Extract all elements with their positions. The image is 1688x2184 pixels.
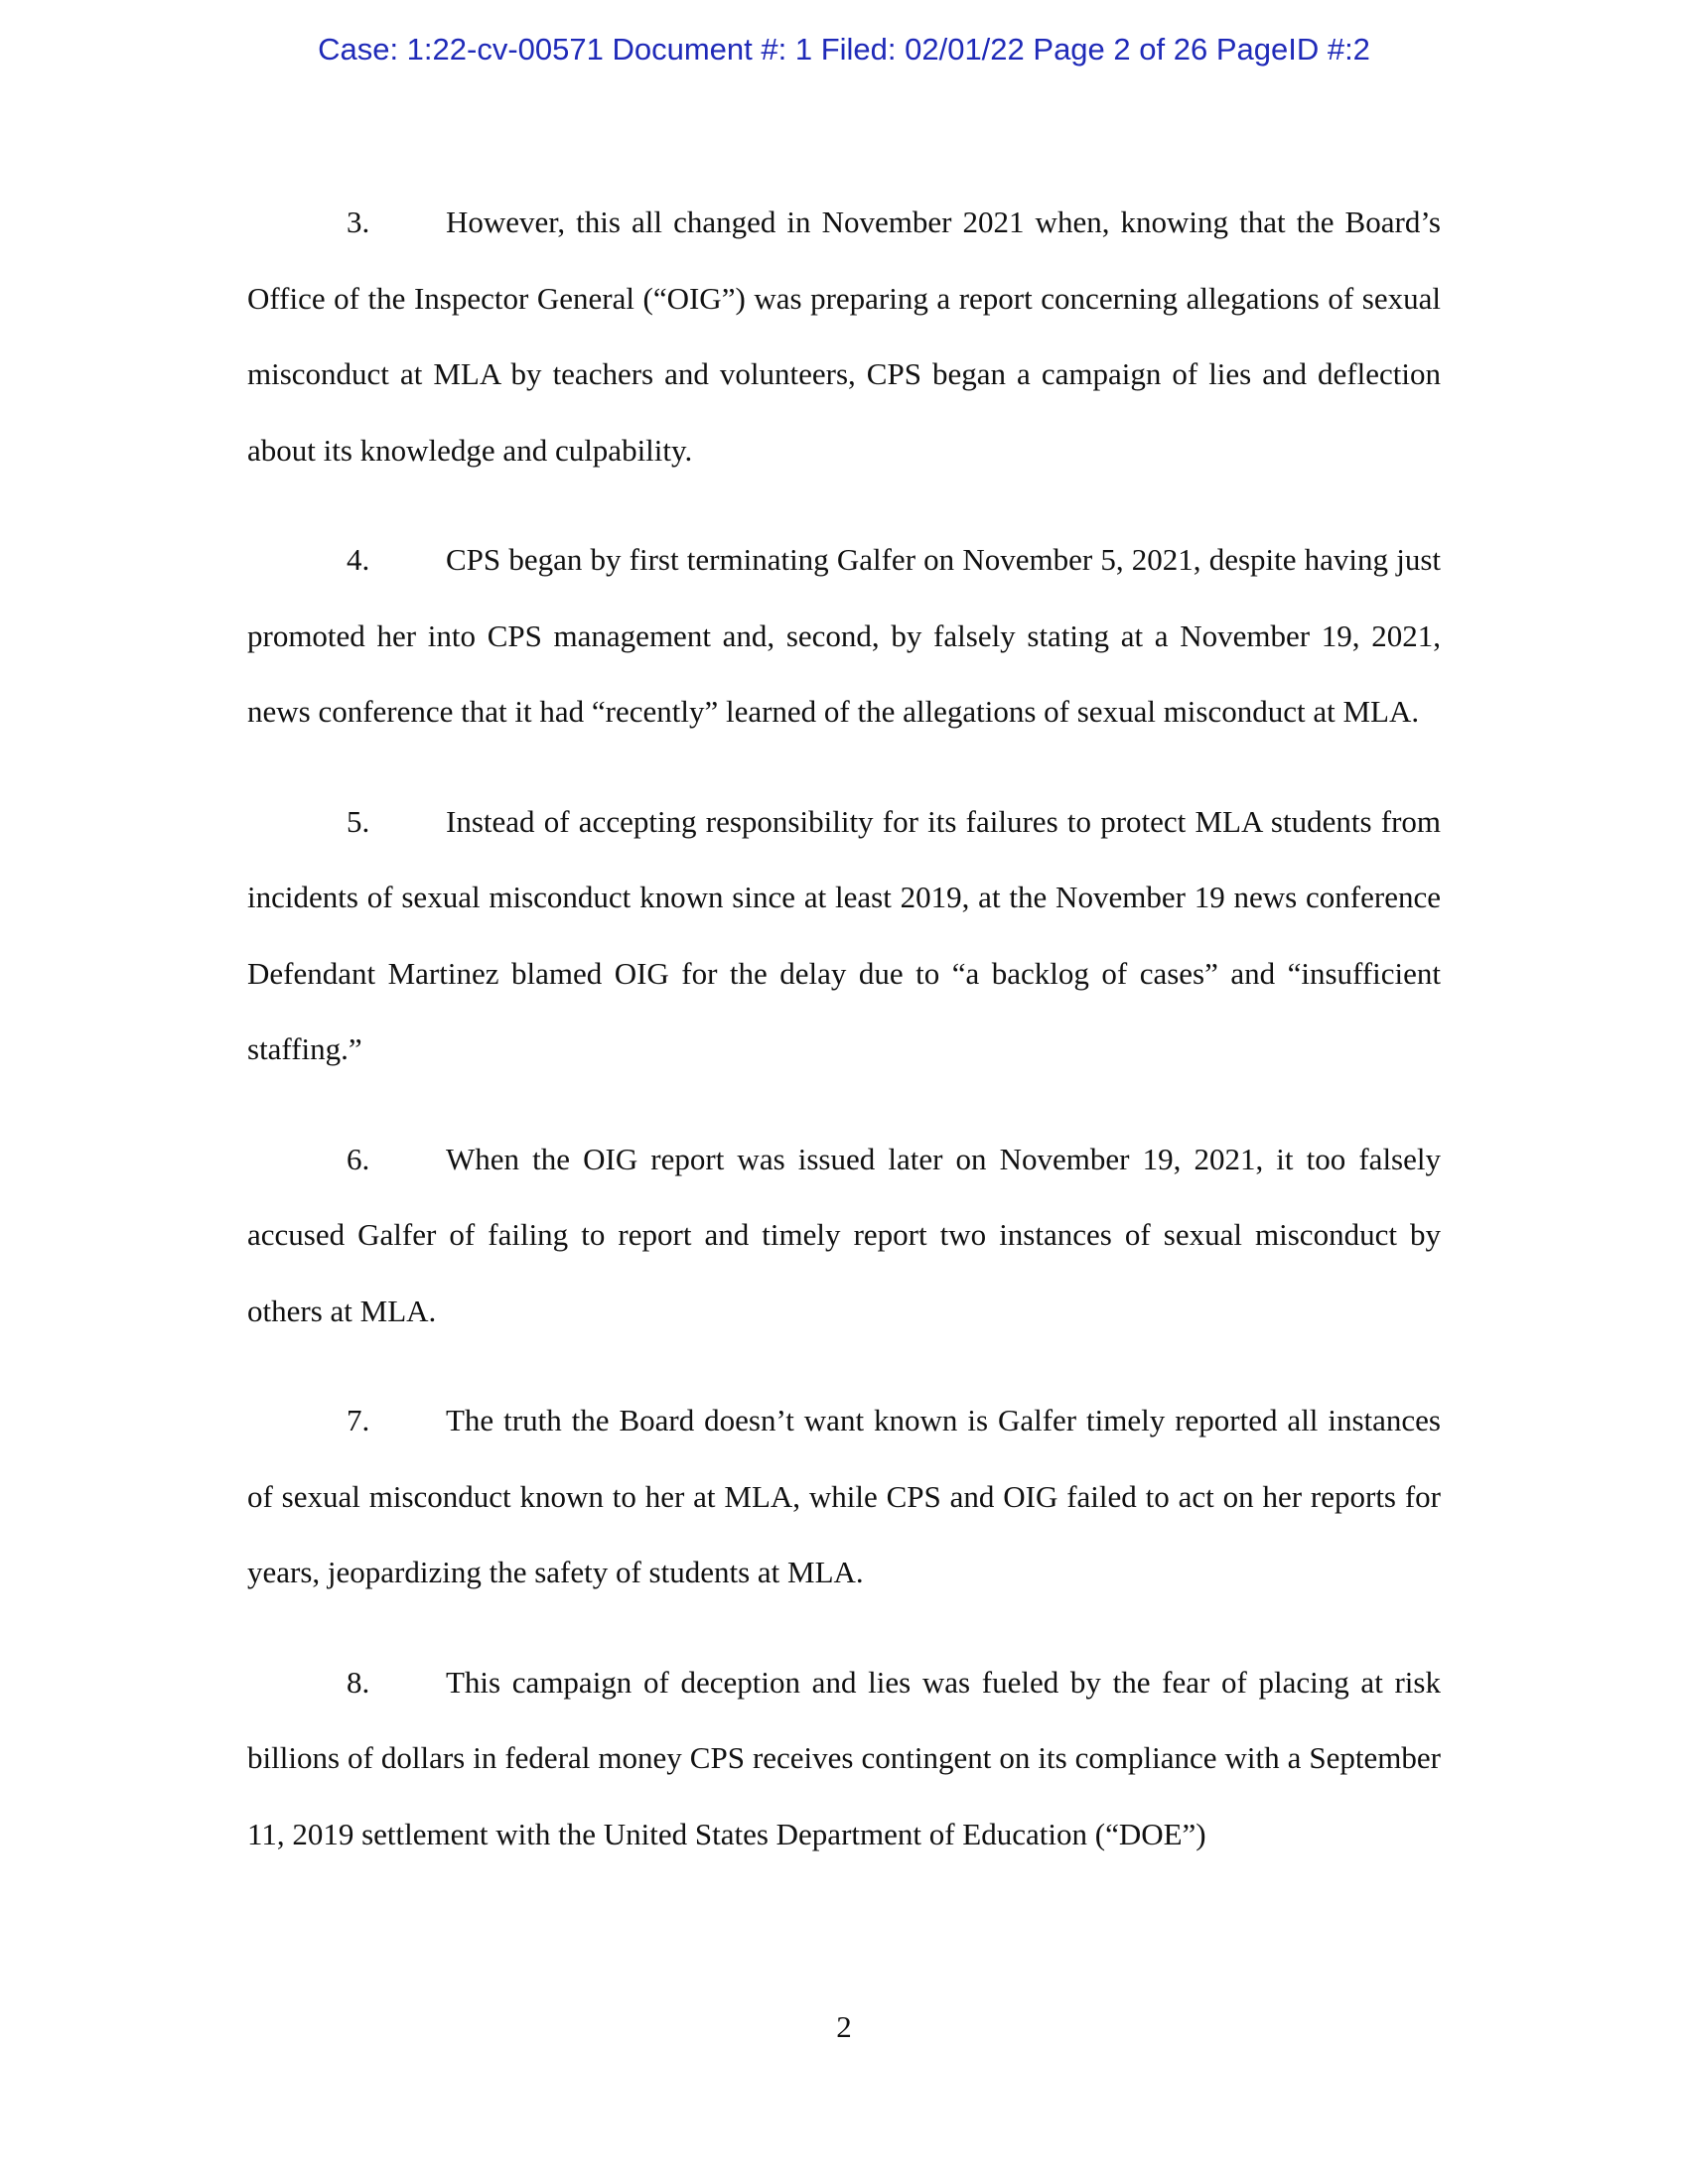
paragraph-7: [247, 1383, 1441, 1611]
paragraph-8: [247, 1645, 1441, 1873]
paragraph-number: 3.: [347, 205, 370, 239]
paragraph-6: [247, 1122, 1441, 1350]
paragraph-text: However, this all changed in November 2021 when, knowing that the Board’s Office of the Inspector General (“OIG”) was preparing a report concerning allegations of sexual misconduct at MLA by teachers and volunteers, CPS began a campaign of lies and deflection about its knowledge and culpability.: [247, 205, 1441, 468]
page-number: 2: [836, 2009, 852, 2044]
paragraph-text: The truth the Board doesn’t want known is Galfer timely reported all instances of sexual misconduct known to her at MLA, while CPS and OIG failed to act on her reports for years, jeopardizing the safety of students at MLA.: [247, 1403, 1441, 1589]
paragraph-number: 7.: [347, 1403, 370, 1437]
paragraph-number: 5.: [347, 803, 370, 839]
document-body: [247, 185, 1441, 1906]
paragraph-text: This campaign of deception and lies was fueled by the fear of placing at risk billions of dollars in federal money CPS receives contingent on its compliance with a September 11, 2019 settlement with the United States Department of Education (“DOE”): [247, 1664, 1441, 1851]
paragraph-5: [247, 784, 1441, 1088]
paragraph-3: [247, 185, 1441, 488]
paragraph-text: CPS began by first terminating Galfer on November 5, 2021, despite having just promoted her into CPS management and, second, by falsely stating at a November 19, 2021, news conference that it had “recently” learned of the allegations of sexual misconduct at MLA.: [247, 542, 1441, 729]
paragraph-text: When the OIG report was issued later on November 19, 2021, it too falsely accused Galfer of failing to report and timely report two instances of sexual misconduct by others at MLA.: [247, 1141, 1441, 1328]
paragraph-number: 6.: [347, 1141, 370, 1176]
paragraph-number: 8.: [347, 1664, 370, 1700]
paragraph-text: Instead of accepting responsibility for its failures to protect MLA students from incidents of sexual misconduct known since at least 2019, at the November 19 news conference Defendant Martinez blamed OIG for the delay due to “a backlog of cases” and “insufficient staffing.”: [247, 803, 1441, 1066]
paragraph-number: 4.: [347, 542, 370, 577]
paragraph-4: [247, 522, 1441, 751]
case-header: Case: 1:22-cv-00571 Document #: 1 Filed: 02/01/22 Page 2 of 26 PageID #:2: [318, 32, 1370, 67]
